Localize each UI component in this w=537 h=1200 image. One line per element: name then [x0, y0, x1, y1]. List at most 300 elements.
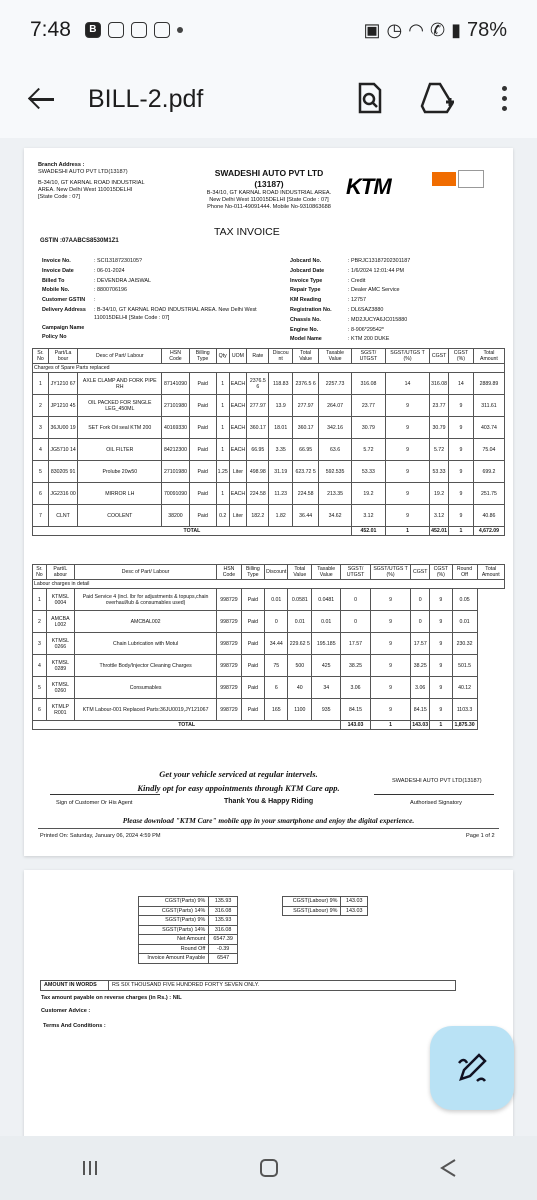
table-cell: 0.01: [288, 611, 312, 633]
table-cell: 66.95: [292, 439, 318, 461]
pen-icon: [455, 1051, 489, 1085]
total-cell: 1: [386, 527, 430, 536]
summary-row: [139, 925, 238, 935]
table-row: [33, 505, 505, 527]
table-cell: 182.2: [247, 505, 269, 527]
column-header: Round Off: [452, 565, 477, 580]
table-cell: 224.58: [292, 483, 318, 505]
table-cell: 1: [216, 483, 229, 505]
column-header: Billing Type: [241, 565, 265, 580]
company-address: B-34/10, GT KARNAL ROAD INDUSTRIAL AREA.: [206, 190, 332, 196]
table-cell: MIRROR LH: [78, 483, 162, 505]
table-cell: 9: [448, 417, 473, 439]
table-cell: 230.32: [452, 633, 477, 655]
table-cell: 1: [216, 373, 229, 395]
table-cell: 38.25: [341, 655, 371, 677]
thanks-text: Thank You & Happy Riding: [224, 798, 314, 805]
table-cell: 623.72 5: [292, 461, 318, 483]
table-cell: 23.77: [430, 395, 449, 417]
table-cell: 30.79: [430, 417, 449, 439]
detail-value: : B-34/10, GT KARNAL ROAD INDUSTRIAL AREA. New Delhi West 110015DELHI [State Code : 07]: [94, 306, 257, 321]
table-cell: 1.82: [269, 505, 292, 527]
detail-row: [290, 258, 496, 266]
table-cell: 70091090: [162, 483, 189, 505]
table-cell: EACH: [229, 417, 246, 439]
table-cell: OIL PACKED FOR SINGLE LEG_450ML: [78, 395, 162, 417]
table-cell: 998729: [217, 611, 241, 633]
invoice-right-details: [288, 256, 498, 346]
detail-row: [290, 307, 496, 315]
summary-row: [139, 897, 238, 907]
total-cell: 1: [370, 721, 410, 730]
table-cell: 9: [386, 483, 430, 505]
table-cell: 118.83: [269, 373, 292, 395]
table-cell: KTMSL 0260: [46, 677, 74, 699]
column-header: Desc of Part/ Labour: [78, 349, 162, 364]
table-cell: 2376.5 6: [292, 373, 318, 395]
table-row: [33, 417, 505, 439]
column-header: Sr. No: [33, 349, 49, 364]
table-cell: Paid: [241, 611, 265, 633]
column-header: Rate: [247, 349, 269, 364]
detail-row: [42, 325, 286, 333]
search-document-icon[interactable]: [352, 78, 388, 118]
table-cell: 0.01: [452, 611, 477, 633]
table-cell: AXLE CLAMP AND FORK PIPE RH: [78, 373, 162, 395]
table-cell: 19.2: [351, 483, 385, 505]
table-cell: 1: [216, 439, 229, 461]
section-header: Charges of Spare Parts replaced: [33, 364, 505, 373]
total-row: [33, 721, 505, 730]
document-title: BILL-2.pdf: [88, 84, 204, 113]
table-cell: 66.95: [247, 439, 269, 461]
table-cell: 34.62: [319, 505, 352, 527]
table-cell: 935: [312, 699, 341, 721]
column-header: Taxable Value: [319, 349, 352, 364]
branch-address: [38, 162, 188, 201]
detail-label: Invoice Date: [42, 267, 74, 274]
table-cell: 9: [386, 417, 430, 439]
table-cell: 27101980: [162, 461, 189, 483]
company-phone: Phone No-011-49091444. Mobile No-9310863688: [207, 204, 331, 210]
table-cell: 0.2: [216, 505, 229, 527]
table-cell: 1100: [288, 699, 312, 721]
table-cell: 0.05: [452, 589, 477, 611]
table-cell: 316.08: [430, 373, 449, 395]
table-cell: 3.35: [269, 439, 292, 461]
detail-value: : DEVENDRA JAISWAL: [94, 277, 152, 284]
table-row: [33, 677, 505, 699]
signal-icon: ▮: [451, 19, 461, 40]
detail-value: : 1/6/2024 12:01:44 PM: [348, 267, 405, 274]
total-cell: 4,672.09: [473, 527, 504, 536]
table-cell: 31.19: [269, 461, 292, 483]
table-cell: 9: [430, 611, 452, 633]
detail-value: [94, 325, 286, 333]
table-cell: 9: [386, 439, 430, 461]
table-cell: 9: [430, 633, 452, 655]
branch-line: SWADESHI AUTO PVT LTD(13187): [38, 169, 128, 175]
grid-icon: [154, 22, 170, 38]
detail-row: [290, 287, 496, 295]
table-cell: KTMSL 0004: [46, 589, 74, 611]
table-cell: 1: [33, 373, 49, 395]
summary-label: CGST(Labour) 9%: [283, 897, 341, 907]
back-nav-icon[interactable]: [428, 1153, 468, 1183]
printed-on: Printed On: Saturday, January 06, 2024 4:59 PM: [40, 833, 161, 839]
column-header: SGST/UTGS T (%): [386, 349, 430, 364]
table-cell: 360.17: [247, 417, 269, 439]
summary-value: 6547: [209, 954, 238, 964]
back-arrow-icon[interactable]: [28, 87, 58, 111]
table-cell: 9: [448, 461, 473, 483]
column-header: HSN Code: [217, 565, 241, 580]
table-cell: Paid: [189, 417, 216, 439]
detail-row: [42, 334, 286, 342]
table-row: [33, 439, 505, 461]
tax-summary-labour: [282, 896, 368, 916]
detail-label: Mobile No.: [42, 287, 70, 294]
column-header: Billing Type: [189, 349, 216, 364]
table-cell: 342.16: [319, 417, 352, 439]
amount-in-words: [40, 980, 456, 991]
gstin: GSTIN :07AABCS8530M1Z1: [40, 238, 119, 244]
detail-label: Delivery Address: [42, 306, 86, 313]
invoice-title: TAX INVOICE: [214, 226, 280, 238]
table-cell: Paid: [241, 633, 265, 655]
detail-row: [290, 297, 496, 305]
detail-value: : 8-906*29542*: [348, 326, 384, 333]
company-header: [184, 168, 354, 211]
edit-pdf-button[interactable]: [430, 1026, 514, 1110]
app-bar: [0, 60, 537, 138]
column-header: Discount: [265, 565, 288, 580]
summary-row: [283, 897, 368, 907]
status-bar: [0, 0, 537, 60]
wifi-icon: ◠: [408, 19, 424, 40]
table-cell: 1: [216, 417, 229, 439]
table-cell: EACH: [229, 395, 246, 417]
column-header: Sr. No: [33, 565, 47, 580]
table-cell: KTMLP R001: [46, 699, 74, 721]
detail-row: [290, 327, 496, 335]
table-cell: 13.9: [269, 395, 292, 417]
detail-value: : Credit: [348, 277, 366, 284]
detail-value: : 8800706196: [94, 287, 127, 294]
table-cell: 36JU00 19: [48, 417, 77, 439]
table-cell: 264.07: [319, 395, 352, 417]
table-cell: 18.01: [269, 417, 292, 439]
table-cell: 501.5: [452, 655, 477, 677]
table-cell: 498.98: [247, 461, 269, 483]
table-cell: 998729: [217, 633, 241, 655]
section-header: Labour charges in detail: [33, 580, 505, 589]
table-cell: 316.08: [351, 373, 385, 395]
table-cell: 311.61: [473, 395, 504, 417]
table-cell: 500: [288, 655, 312, 677]
clock: 7:48: [30, 18, 71, 41]
table-cell: 36.44: [292, 505, 318, 527]
table-cell: 11.23: [269, 483, 292, 505]
table-cell: Chain Lubrication with Motul: [74, 633, 216, 655]
total-cell: 143.03: [412, 722, 429, 728]
column-header: Part/L abour: [46, 565, 74, 580]
summary-row: [139, 944, 238, 954]
detail-row: [42, 278, 286, 286]
system-icons: [364, 19, 507, 42]
table-cell: JY1210 67: [48, 373, 77, 395]
table-cell: 30.79: [351, 417, 385, 439]
more-options-icon[interactable]: [486, 78, 522, 118]
detail-label: Customer GSTIN: [42, 297, 86, 304]
table-cell: 2889.89: [473, 373, 504, 395]
table-cell: Paid: [189, 505, 216, 527]
table-cell: 998729: [217, 677, 241, 699]
branch-line: B-34/10, GT KARNAL ROAD INDUSTRIAL: [38, 180, 145, 186]
table-cell: 998729: [217, 655, 241, 677]
detail-row: [42, 287, 286, 295]
page-number: Page 1 of 2: [466, 833, 495, 839]
table-cell: 1: [216, 395, 229, 417]
column-header: Discou nt: [269, 349, 292, 364]
table-cell: COOLENT: [78, 505, 162, 527]
summary-value: 143.03: [341, 906, 368, 916]
table-cell: 19.2: [430, 483, 449, 505]
column-header: SGST/ UTGST: [351, 349, 385, 364]
summary-row: [139, 916, 238, 926]
system-nav-bar: [0, 1136, 537, 1200]
pdf-page-2: [24, 870, 513, 1170]
promo-line-1: Get your vehicle serviced at regular intervels.: [159, 769, 318, 779]
parts-table: [32, 348, 505, 536]
table-cell: 6: [33, 483, 49, 505]
detail-row: [290, 268, 496, 276]
table-cell: 1.25: [216, 461, 229, 483]
table-cell: 14: [386, 373, 430, 395]
detail-value: : 06-01-2024: [94, 267, 125, 274]
reverse-charge: Tax amount payable on reverse charges (in Rs.) : NIL: [41, 995, 182, 1001]
column-header: SGST/ UTGST: [341, 565, 371, 580]
table-row: [33, 655, 505, 677]
table-cell: 63.6: [319, 439, 352, 461]
table-cell: 195.185: [312, 633, 341, 655]
table-cell: JG5710 14: [48, 439, 77, 461]
home-icon[interactable]: [249, 1153, 289, 1183]
table-cell: 251.75: [473, 483, 504, 505]
table-cell: 40.12: [452, 677, 477, 699]
detail-row: [42, 258, 286, 266]
detail-value: : 12757: [348, 297, 366, 304]
column-header: Total Value: [292, 349, 318, 364]
table-cell: 1: [33, 589, 47, 611]
total-cell: 143.03: [341, 721, 371, 730]
recents-icon[interactable]: [70, 1153, 110, 1183]
table-cell: Liter: [229, 505, 246, 527]
table-cell: AMCBAL002: [74, 611, 216, 633]
download-app-text: Please download "KTM Care" mobile app in your smartphone and enjoy the digital experience.: [122, 816, 415, 825]
table-cell: CLNT: [48, 505, 77, 527]
summary-label: SGST(Parts) 14%: [139, 925, 209, 935]
column-header: Taxable Value: [312, 565, 341, 580]
table-cell: Paid: [241, 677, 265, 699]
table-cell: 17.57: [411, 633, 430, 655]
table-cell: 9: [430, 677, 452, 699]
total-cell: 1,875.30: [452, 721, 477, 730]
table-cell: 0: [411, 589, 430, 611]
column-header: HSN Code: [162, 349, 189, 364]
battery-level: 78%: [466, 18, 507, 41]
detail-label: Invoice Type: [290, 277, 323, 284]
table-row: [33, 699, 505, 721]
column-header: Total Amount: [477, 565, 504, 580]
table-cell: Paid Service 4 (incl. lbr for adjustments & topups,chain overhaul/lub & consumables used): [74, 589, 216, 611]
detail-label: Repair Type: [290, 287, 321, 294]
table-cell: 14: [448, 373, 473, 395]
column-header: CGST: [411, 565, 430, 580]
detail-row: [290, 336, 496, 344]
table-cell: 0.01: [265, 589, 288, 611]
table-cell: 6: [265, 677, 288, 699]
table-cell: JG2316 00: [48, 483, 77, 505]
detail-label: Chassis No.: [290, 316, 321, 323]
customer-advice: Customer Advice :: [41, 1008, 91, 1014]
detail-row: [42, 297, 286, 305]
more-notifications-dot: [177, 27, 183, 33]
table-cell: 3: [33, 633, 47, 655]
table-row: [33, 633, 505, 655]
total-label: TOTAL: [33, 527, 352, 536]
table-cell: 0.01: [312, 611, 341, 633]
terms-conditions: Terms And Conditions :: [43, 1023, 106, 1029]
column-header: CGST: [430, 349, 449, 364]
add-to-drive-icon[interactable]: [420, 78, 456, 118]
table-cell: 0: [341, 611, 371, 633]
detail-row: [290, 278, 496, 286]
table-cell: 277.97: [247, 395, 269, 417]
table-cell: 23.77: [351, 395, 385, 417]
call-icon: ✆: [429, 19, 446, 40]
total-label: TOTAL: [33, 721, 341, 730]
table-cell: EACH: [229, 373, 246, 395]
table-cell: 0.0581: [288, 589, 312, 611]
table-cell: 9: [370, 699, 410, 721]
table-cell: 34: [312, 677, 341, 699]
table-cell: Throttle Body/Injector Cleaning Charges: [74, 655, 216, 677]
table-cell: 0: [265, 611, 288, 633]
company-code: (13187): [254, 179, 284, 189]
b-app-icon: B: [85, 22, 101, 38]
summary-row: [139, 906, 238, 916]
ktm-logo: KTM: [346, 174, 391, 199]
summary-row: [139, 935, 238, 945]
pdf-page-1: [24, 148, 513, 856]
summary-label: SGST(Parts) 9%: [139, 916, 209, 926]
table-cell: OIL FILTER: [78, 439, 162, 461]
detail-value: [94, 334, 286, 342]
total-cell: 1: [430, 721, 452, 730]
detail-label: Policy No: [42, 334, 67, 341]
table-cell: 9: [430, 589, 452, 611]
table-cell: 0: [341, 589, 371, 611]
table-cell: 38.25: [411, 655, 430, 677]
column-header: CGST (%): [430, 565, 452, 580]
table-cell: JP1210 45: [48, 395, 77, 417]
table-cell: 360.17: [292, 417, 318, 439]
branch-line: [State Code : 07]: [38, 194, 80, 200]
table-cell: 9: [370, 589, 410, 611]
column-header: CGST (%): [448, 349, 473, 364]
detail-row: [290, 317, 496, 325]
table-cell: 9: [430, 655, 452, 677]
summary-row: [139, 954, 238, 964]
table-cell: Paid: [241, 589, 265, 611]
table-cell: 84212300: [162, 439, 189, 461]
table-cell: 75.04: [473, 439, 504, 461]
summary-label: CGST(Parts) 14%: [139, 906, 209, 916]
brand-logo: [432, 172, 456, 186]
table-cell: Paid: [189, 373, 216, 395]
customer-signature-label: Sign of Customer Or His Agent: [56, 800, 133, 806]
table-cell: 592.535: [319, 461, 352, 483]
invoice-left-details: [40, 256, 288, 344]
table-cell: 9: [386, 395, 430, 417]
table-cell: KTMSL 0289: [46, 655, 74, 677]
table-cell: 998729: [217, 589, 241, 611]
detail-value: : SCI13187230105?: [94, 258, 142, 264]
total-cell: 452.01: [351, 527, 385, 536]
detail-label: Engine No.: [290, 326, 319, 333]
table-cell: 9: [370, 611, 410, 633]
table-cell: 9: [448, 395, 473, 417]
table-cell: Paid: [189, 439, 216, 461]
authorised-signatory: Authorised Signatory: [410, 800, 462, 806]
detail-label: Model Name: [290, 336, 322, 343]
table-cell: 7: [33, 505, 49, 527]
table-cell: 229.62 5: [288, 633, 312, 655]
detail-label: Jobcard Date: [290, 267, 325, 274]
table-cell: 84.15: [411, 699, 430, 721]
detail-value: :: [94, 297, 96, 304]
table-cell: 9: [386, 461, 430, 483]
summary-row: [283, 906, 368, 916]
table-cell: 40.86: [473, 505, 504, 527]
table-row: [33, 395, 505, 417]
table-cell: 27101980: [162, 395, 189, 417]
total-row: [33, 527, 505, 536]
table-cell: EACH: [229, 439, 246, 461]
table-cell: KTMSL 0266: [46, 633, 74, 655]
table-cell: 4: [33, 439, 49, 461]
summary-value: 135.93: [209, 916, 238, 926]
summary-label: SGST(Labour) 9%: [283, 906, 341, 916]
amount-words-label: AMOUNT IN WORDS: [41, 981, 109, 991]
table-cell: 1103.3: [452, 699, 477, 721]
detail-value: : Dealer AMC Service: [348, 287, 400, 294]
table-row: [33, 461, 505, 483]
column-header: Total Value: [288, 565, 312, 580]
table-cell: 5.72: [351, 439, 385, 461]
table-cell: 998729: [217, 699, 241, 721]
table-cell: 3.12: [430, 505, 449, 527]
table-cell: 0.0481: [312, 589, 341, 611]
table-cell: 75: [265, 655, 288, 677]
labour-table: [32, 564, 505, 730]
detail-label: KM Reading: [290, 297, 322, 304]
summary-label: Round Off: [139, 944, 209, 954]
table-cell: 3: [33, 417, 49, 439]
table-cell: Liter: [229, 461, 246, 483]
table-row: [33, 373, 505, 395]
